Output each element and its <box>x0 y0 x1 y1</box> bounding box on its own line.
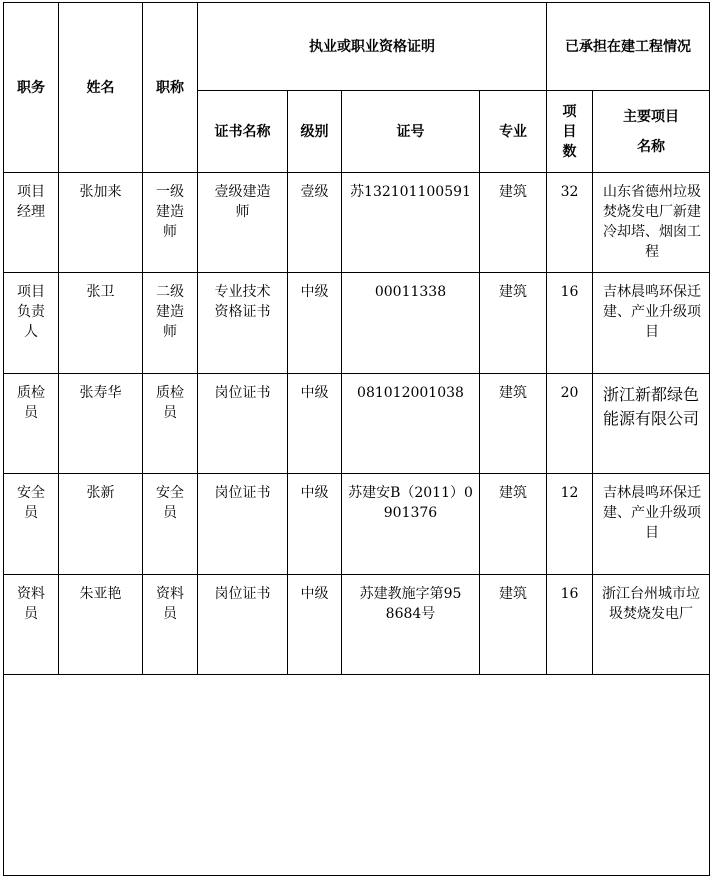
cell-level: 中级 <box>288 575 342 675</box>
header-qualification-group: 执业或职业资格证明 <box>198 3 547 91</box>
cell-cert-no: 苏建安B（2011）0901376 <box>342 474 480 575</box>
cell-cert-no: 081012001038 <box>342 374 480 474</box>
header-cert-name: 证书名称 <box>198 91 288 173</box>
cell-title: 资料员 <box>143 575 198 675</box>
header-name: 姓名 <box>59 3 143 173</box>
cell-cert-name: 壹级建造师 <box>198 173 288 273</box>
cell-cert-no: 00011338 <box>342 273 480 374</box>
cell-cert-no: 苏建教施字第958684号 <box>342 575 480 675</box>
cell-count: 12 <box>547 474 593 575</box>
cell-count: 16 <box>547 273 593 374</box>
header-position: 职务 <box>4 3 59 173</box>
blank-row <box>4 675 710 876</box>
cell-projects: 浙江新都绿色能源有限公司 <box>593 374 710 474</box>
cell-projects: 吉林晨鸣环保迁建、产业升级项目 <box>593 474 710 575</box>
cell-level: 中级 <box>288 474 342 575</box>
cell-position: 质检员 <box>4 374 59 474</box>
cell-cert-no: 苏132101100591 <box>342 173 480 273</box>
cell-title: 安全员 <box>143 474 198 575</box>
cell-projects: 山东省德州垃圾焚烧发电厂新建冷却塔、烟囱工程 <box>593 173 710 273</box>
cell-name: 张寿华 <box>59 374 143 474</box>
header-row-1 <box>4 3 710 91</box>
cell-cert-name: 专业技术资格证书 <box>198 273 288 374</box>
cell-position: 项目经理 <box>4 173 59 273</box>
header-title: 职称 <box>143 3 198 173</box>
table-row <box>4 575 710 675</box>
cell-specialty: 建筑 <box>480 575 547 675</box>
cell-specialty: 建筑 <box>480 474 547 575</box>
cell-cert-name: 岗位证书 <box>198 575 288 675</box>
table-row <box>4 474 710 575</box>
cell-level: 中级 <box>288 374 342 474</box>
cell-specialty: 建筑 <box>480 173 547 273</box>
personnel-table <box>3 2 710 876</box>
header-cert-no: 证号 <box>342 91 480 173</box>
cell-cert-name: 岗位证书 <box>198 474 288 575</box>
cell-specialty: 建筑 <box>480 374 547 474</box>
header-main-projects: 主要项目名称 <box>593 91 710 173</box>
cell-position: 安全员 <box>4 474 59 575</box>
cell-count: 32 <box>547 173 593 273</box>
cell-position: 项目负责人 <box>4 273 59 374</box>
table-row <box>4 374 710 474</box>
table-row <box>4 273 710 374</box>
cell-projects: 浙江台州城市垃圾焚烧发电厂 <box>593 575 710 675</box>
cell-level: 壹级 <box>288 173 342 273</box>
table-row <box>4 173 710 273</box>
cell-title: 二级建造师 <box>143 273 198 374</box>
cell-name: 朱亚艳 <box>59 575 143 675</box>
cell-title: 质检员 <box>143 374 198 474</box>
header-project-count: 项目数 <box>547 91 593 173</box>
cell-name: 张新 <box>59 474 143 575</box>
cell-specialty: 建筑 <box>480 273 547 374</box>
blank-cell <box>4 675 710 876</box>
cell-count: 16 <box>547 575 593 675</box>
cell-cert-name: 岗位证书 <box>198 374 288 474</box>
header-specialty: 专业 <box>480 91 547 173</box>
cell-name: 张卫 <box>59 273 143 374</box>
cell-level: 中级 <box>288 273 342 374</box>
header-projects-group: 已承担在建工程情况 <box>547 3 710 91</box>
cell-position: 资料员 <box>4 575 59 675</box>
cell-count: 20 <box>547 374 593 474</box>
cell-projects: 吉林晨鸣环保迁建、产业升级项目 <box>593 273 710 374</box>
cell-name: 张加来 <box>59 173 143 273</box>
header-level: 级别 <box>288 91 342 173</box>
cell-title: 一级建造师 <box>143 173 198 273</box>
